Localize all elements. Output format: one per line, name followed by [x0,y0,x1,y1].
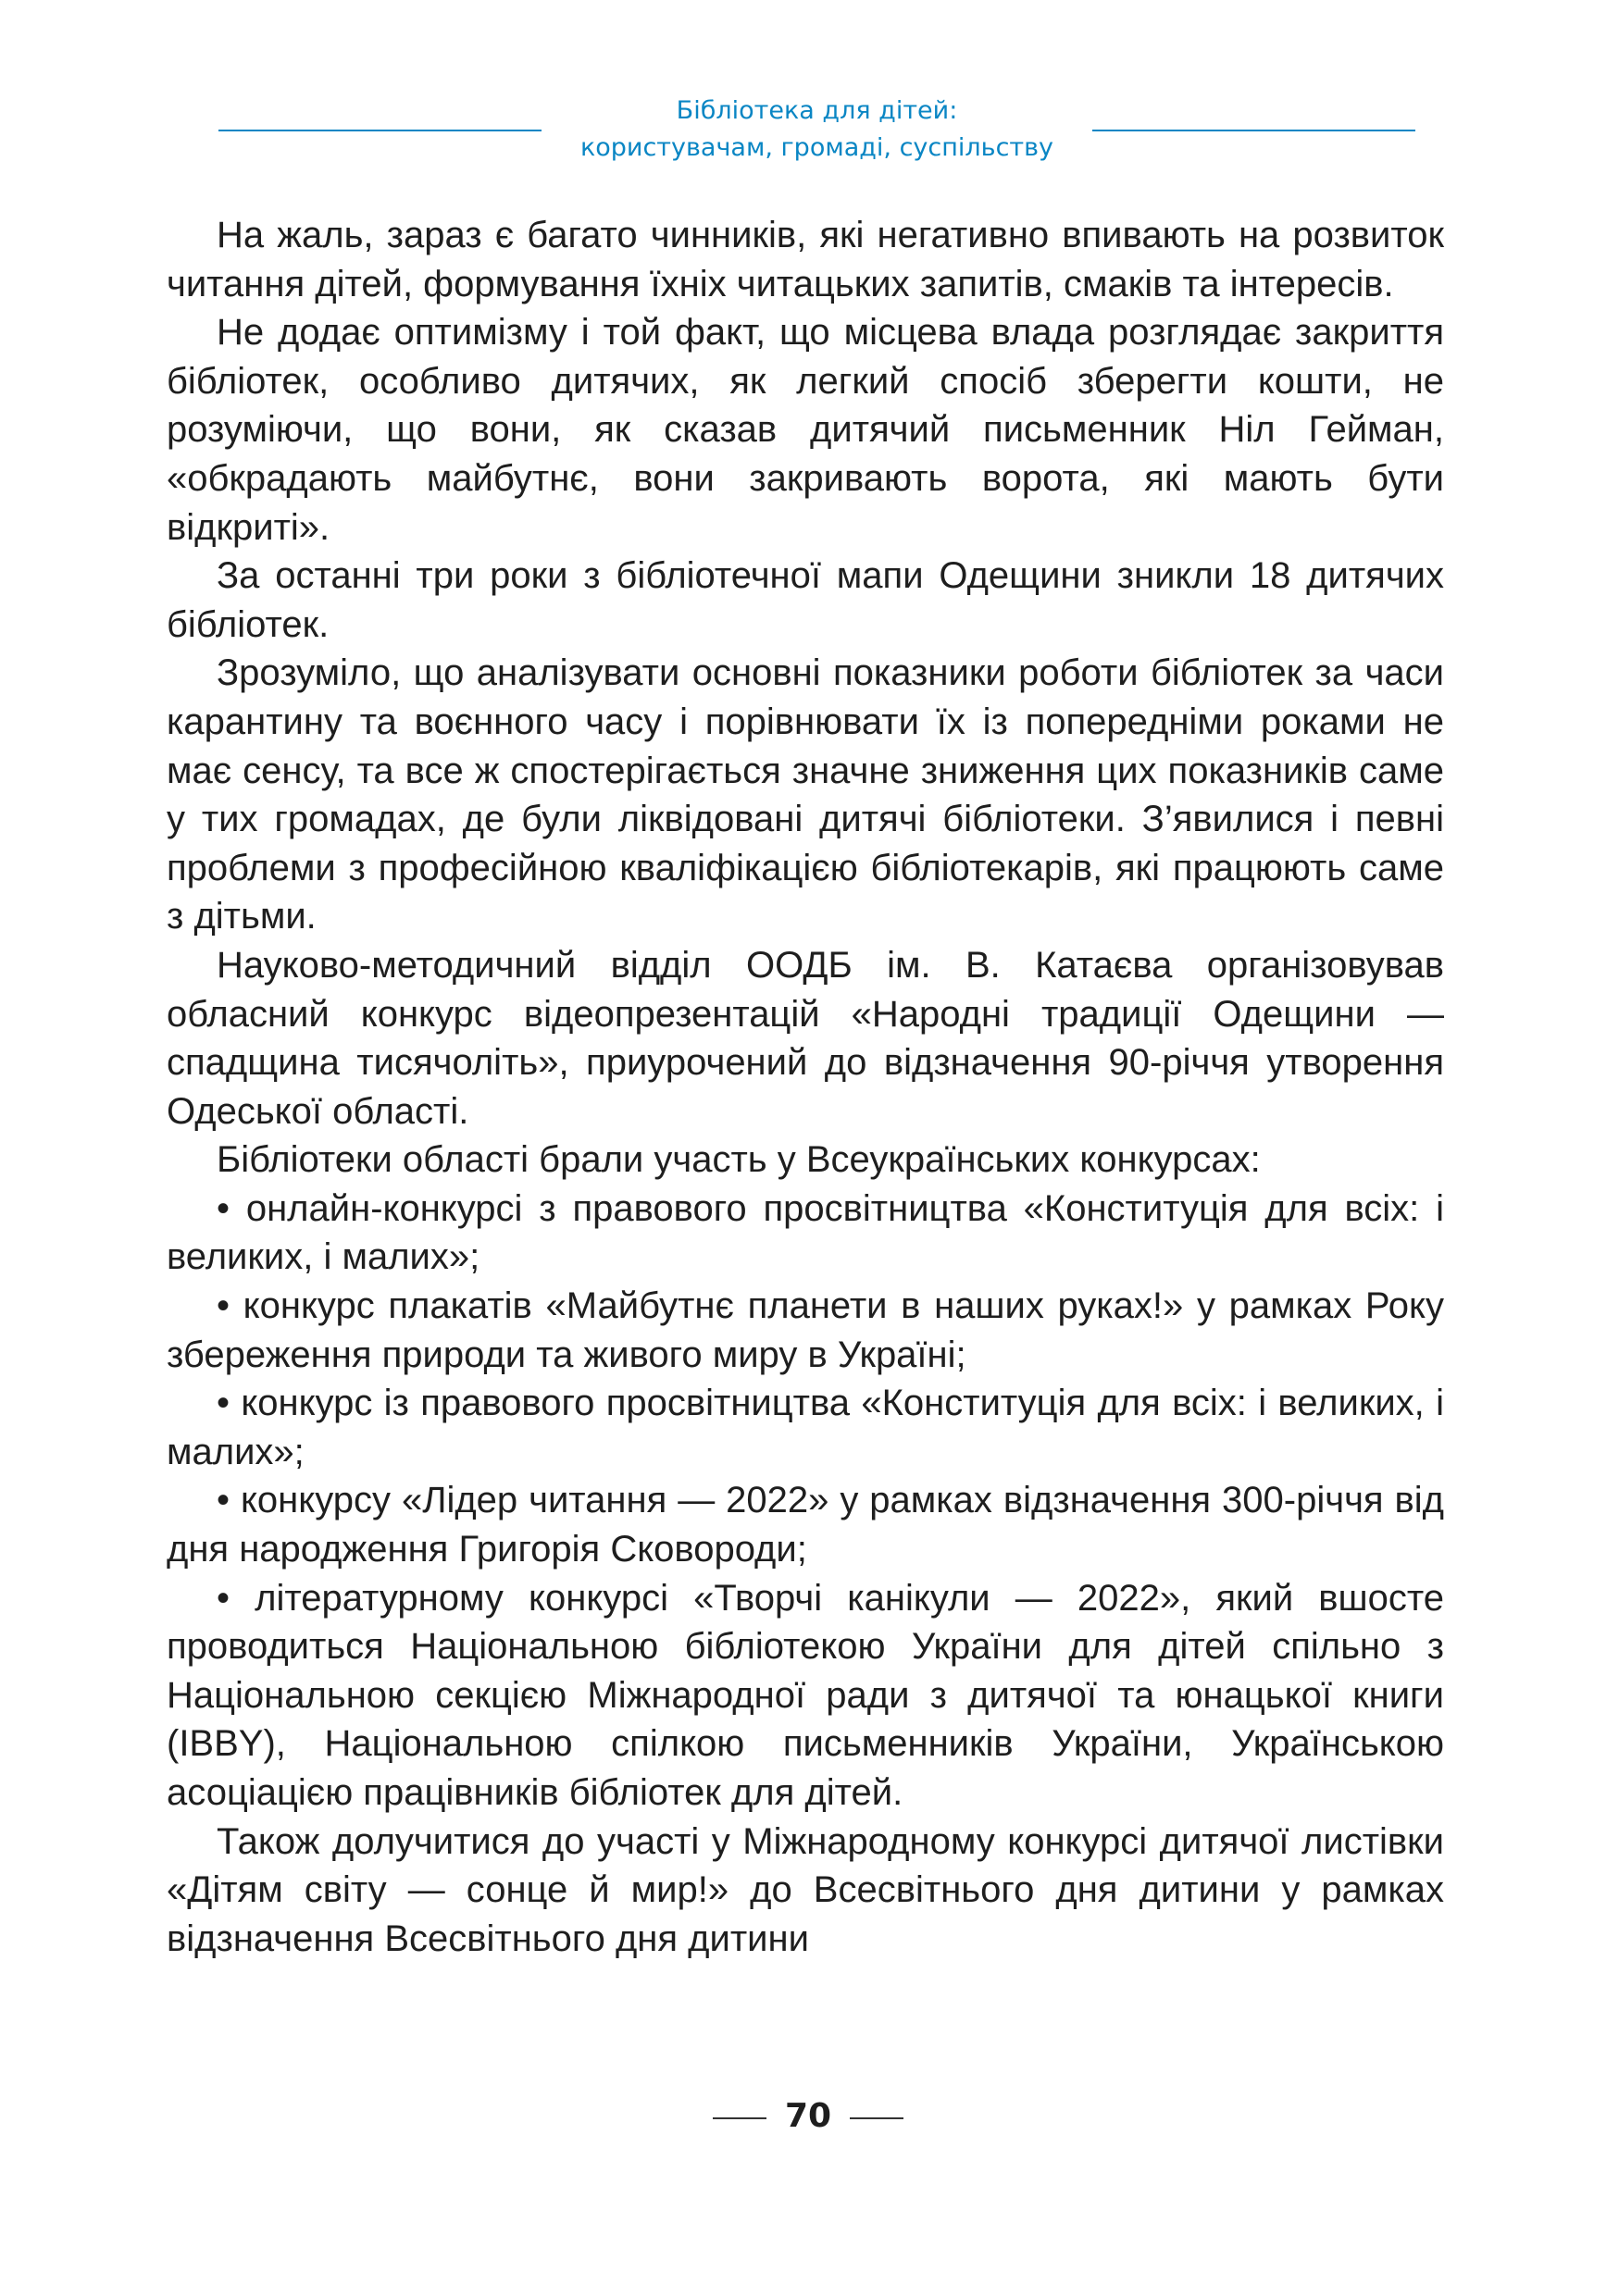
header-title [546,93,1088,167]
paragraph: Також долучитися до участі у Міжнародному конкурсі дитячої листівки «Дітям світу — сонце й мир!» до Всесвітнього дня дитини у рамках відзначення Всесвітнього дня дитини [167,1820,1444,1959]
list-item: • конкурс із правового просвітництва «Конституція для всіх: і великих, і малих»; [167,1383,1444,1472]
paragraph: За останні три роки з бібліотечної мапи Одещини зникли 18 дитячих бібліотек. [167,555,1444,645]
header-rule-left [218,130,542,131]
page-footer [0,2093,1619,2140]
footer-rule-right [850,2117,903,2119]
page-number: 70 [784,2097,832,2135]
list-item: • конкурсу «Лідер читання — 2022» у рамках відзначення 300-річчя від дня народження Григорія Сковороди; [167,1480,1444,1570]
header-rule-right [1092,130,1415,131]
header-title-line-2: користувачам, громаді, суспільству [579,133,1054,162]
paragraph: Науково-методичний відділ ООДБ ім. В. Катаєва організовував обласний конкурс відеопрезентацій «Народні традиції Одещини — спадщина тисячоліть», приурочений до відзначення 90-річчя утворення Одеської області. [167,944,1444,1132]
paragraph: Зрозуміло, що аналізувати основні показники роботи бібліотек за часи карантину та воєнного часу і порівнювати їх із попередніми роками не має сенсу, та все ж спостерігається значне зниження цих показників саме у тих громадах, де були ліквідовані дитячі бібліотеки. З’явилися і певні проблеми з професійною кваліфікацією бібліотекарів, які працюють саме з дітьми. [167,652,1444,937]
paragraph: Бібліотеки області брали участь у Всеукраїнських конкурсах: [217,1139,1261,1181]
header-title-line-1: Бібліотека для дітей: [676,96,958,125]
running-header [0,93,1619,176]
body-text [167,211,1444,1963]
list-item: • онлайн-конкурсі з правового просвітництва «Конституція для всіх: і великих, і малих»; [167,1187,1444,1278]
paragraph: На жаль, зараз є багато чинників, які негативно впивають на розвиток читання дітей, формування їхніх читацьких запитів, смаків та інтересів. [167,215,1444,304]
footer-rule-left [713,2117,766,2119]
paragraph: Не додає оптимізму і той факт, що місцева влада розглядає закриття бібліотек, особливо дитячих, як легкий спосіб зберегти кошти, не розуміючи, що вони, як сказав дитячий письменник Ніл Гейман, «обкрадають майбутнє, вони закривають ворота, які мають бути відкриті». [167,312,1444,548]
list-item: • літературному конкурсі «Творчі канікули — 2022», який вшосте проводиться Національною бібліотекою України для дітей спільно з Національною секцією Міжнародної ради з дитячої та юнацької книги (IBBY), Національною спілкою письменників України, Українською асоціацією працівників бібліотек для дітей. [167,1577,1444,1813]
list-item: • конкурс плакатів «Майбутнє планети в наших руках!» у рамках Року збереження природи та живого миру в Україні; [167,1285,1444,1375]
